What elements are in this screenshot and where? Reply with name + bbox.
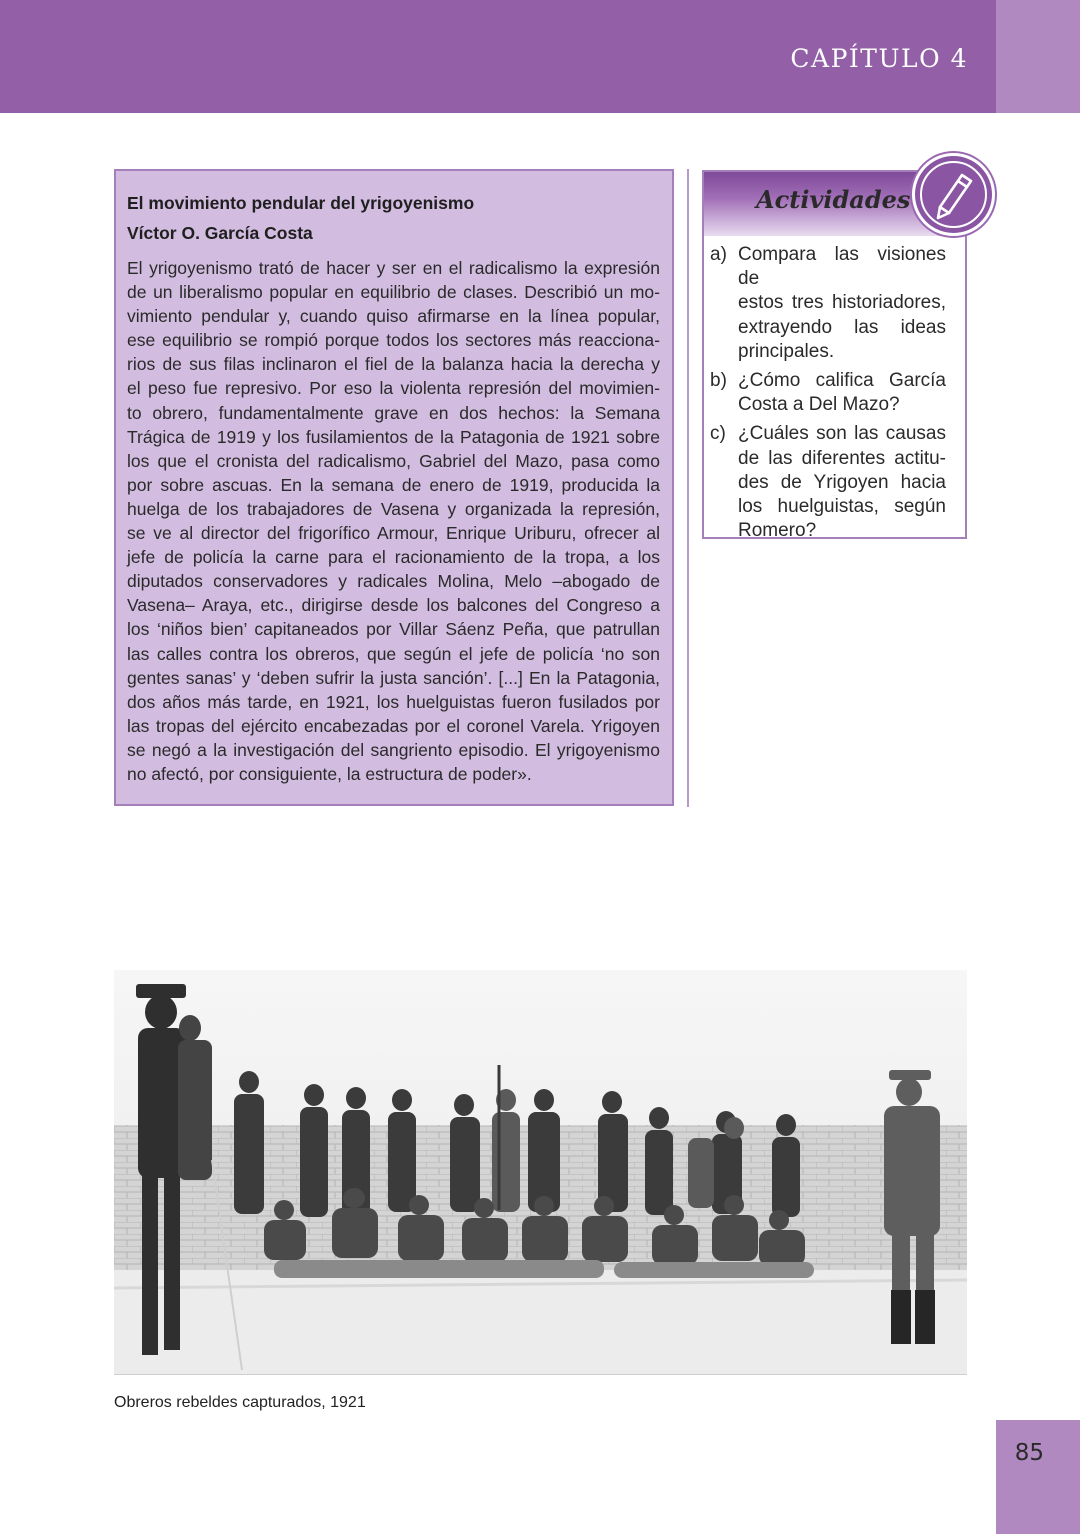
quote-line: las tropas del ejército encabezadas por el coronel Varela. Yrigoyen bbox=[127, 715, 660, 736]
activity-line: principales. bbox=[738, 340, 835, 362]
activity-line: ¿Cuáles son las causas bbox=[738, 423, 946, 445]
activity-letter: a) bbox=[710, 244, 727, 265]
quote-line: las calles contra los obreros, que según el jefe de policía ‘no son bbox=[127, 643, 660, 664]
quote-author: Víctor O. García Costa bbox=[127, 223, 313, 243]
quote-line: jefe de policía la carne para el racionamiento de la tropa, a los bbox=[127, 547, 660, 568]
quote-line: no afectó, por consiguiente, la estructura de poder». bbox=[127, 763, 532, 784]
page-number: 85 bbox=[1014, 1440, 1044, 1466]
column-divider bbox=[687, 169, 689, 807]
activity-letter: c) bbox=[710, 423, 726, 445]
photo-rule bbox=[114, 1374, 967, 1375]
activity-line: des de Yrigoyen hacia bbox=[738, 471, 946, 493]
quote-line: to obrero, fundamentalmente grave en dos hechos: la Semana bbox=[127, 402, 660, 423]
activity-line: los huelguistas, según bbox=[738, 496, 946, 518]
photo-caption: Obreros rebeldes capturados, 1921 bbox=[114, 1394, 366, 1411]
quote-line: los ‘niños bien’ capitaneados por Villar Sáenz Peña, que patrullan bbox=[127, 619, 660, 640]
quote-line: de un liberalismo popular en equilibrio de clases. Describió un mo- bbox=[127, 282, 660, 303]
activity-line: ¿Cómo califica García bbox=[738, 370, 946, 392]
quote-body bbox=[127, 256, 660, 786]
pencil-icon bbox=[932, 171, 976, 221]
quote-line: vimiento pendular y, cuando quiso afirmarse en la línea popular, bbox=[127, 306, 660, 327]
quote-line: ese equilibrio se rompió porque todos los sectores más reacciona- bbox=[127, 330, 660, 351]
quote-line: El yrigoyenismo trató de hacer y ser en el radicalismo la expresión bbox=[127, 258, 660, 278]
historical-photo bbox=[114, 970, 967, 1375]
quote-line: Trágica de 1919 y los fusilamientos de la Patagonia de 1921 sobre bbox=[127, 426, 660, 447]
activity-item bbox=[710, 369, 950, 417]
activity-line: estos tres historiadores, bbox=[738, 292, 946, 314]
quote-line: huelga de los trabajadores de Vasena y organizada la represión, bbox=[127, 498, 660, 519]
activity-line: Romero? bbox=[738, 520, 817, 542]
activity-line: Costa a Del Mazo? bbox=[738, 394, 900, 416]
quote-line: diputados conservadores y radicales Molina, Melo –abogado de bbox=[127, 571, 660, 592]
quote-line: por sobre ascuas. En la semana de enero de 1919, producida la bbox=[127, 474, 660, 495]
activity-text bbox=[738, 369, 946, 417]
chapter-title: CAPÍTULO 4 bbox=[790, 44, 968, 73]
activities-title: Actividades bbox=[756, 185, 911, 214]
activity-item bbox=[710, 422, 950, 543]
quote-line: dos años más tarde, en 1921, los huelguistas fueron fusilados por bbox=[127, 691, 660, 712]
activity-text bbox=[738, 422, 946, 543]
quote-line: rios de sus filas inclinaron el fiel de la balanza hacia la derecha y bbox=[127, 354, 660, 375]
quote-line: Vasena– Araya, etc., dirigirse desde los balcones del Congreso a bbox=[127, 595, 660, 616]
photo-illustration bbox=[114, 970, 967, 1375]
quote-line: el peso fue represivo. Por eso la violenta represión del movimien- bbox=[127, 378, 660, 399]
quote-line: gentes sanas’ y ‘deben sufrir la justa sanción’. [...] En la Patagonia, bbox=[127, 667, 660, 688]
activities-list bbox=[710, 243, 950, 548]
activity-letter: b) bbox=[710, 370, 727, 392]
activity-line: Compara las visiones de bbox=[738, 244, 946, 290]
activity-line: de las diferentes actitu- bbox=[738, 447, 946, 469]
activity-item bbox=[710, 243, 950, 364]
quote-line: se negó a la investigación del sangriento episodio. El yrigoyenismo bbox=[127, 739, 660, 760]
activity-line: extrayendo las ideas bbox=[738, 316, 946, 338]
quote-line: se ve al director del frigorífico Armour, Enrique Uriburu, ofrecer al bbox=[127, 523, 660, 544]
pencil-badge bbox=[912, 153, 995, 236]
quote-title: El movimiento pendular del yrigoyenismo bbox=[127, 193, 475, 213]
header-tab bbox=[996, 0, 1080, 113]
quote-line: los que el cronista del radicalismo, Gabriel del Mazo, pasa como bbox=[127, 450, 660, 471]
quote-box bbox=[114, 169, 674, 806]
activity-text bbox=[738, 243, 946, 364]
page-number-tab bbox=[996, 1420, 1080, 1534]
